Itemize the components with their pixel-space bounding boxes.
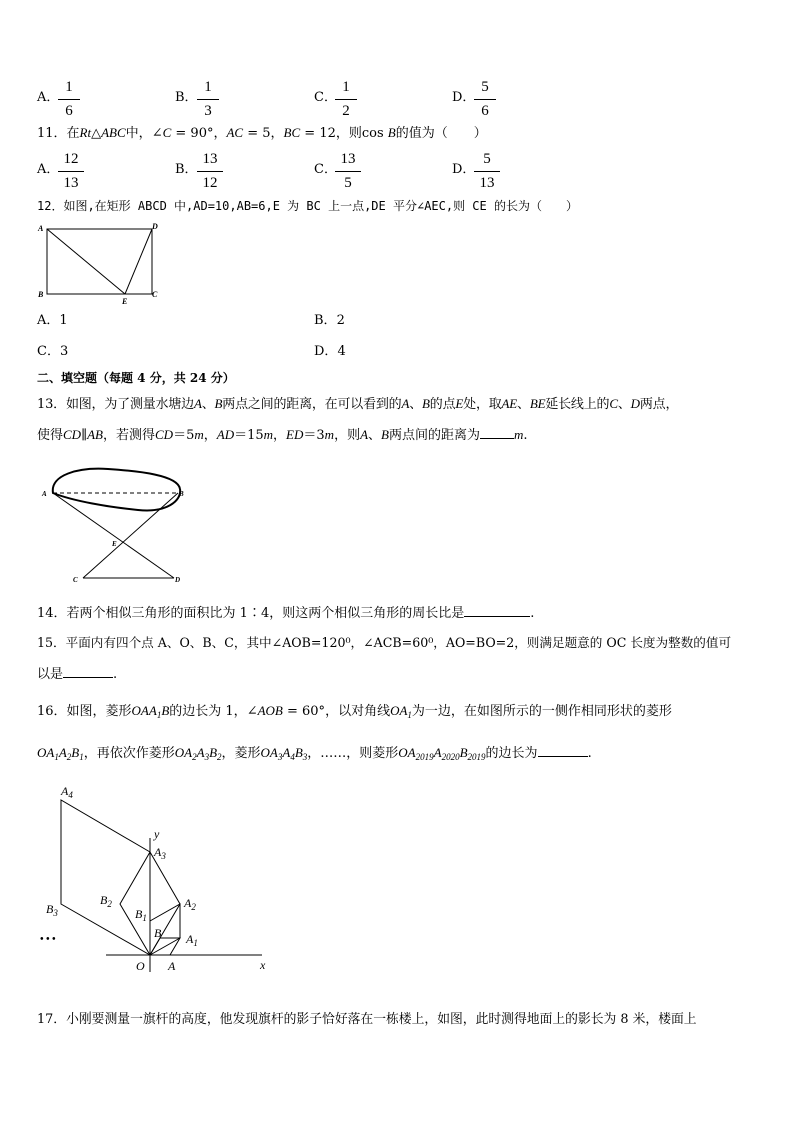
numerator: 5 [481,79,489,95]
text: 两点， [639,397,679,412]
q11-stem [37,126,487,140]
rt: Rt [79,125,92,140]
var: OA [174,745,193,760]
text: . [113,667,118,682]
text: . [523,428,528,443]
denominator: 13 [63,175,79,191]
angle-symbol: ∠ [151,126,163,141]
numerator: 1 [65,79,73,95]
var: A [193,396,202,411]
numerator: 5 [483,151,491,167]
option-letter: B． [314,313,337,328]
var: A [360,427,369,442]
numerator: 1 [204,79,212,95]
q11-label: 11．在 [37,126,80,141]
var: OA [390,703,408,718]
label-d: D [152,222,158,231]
subscript: 3 [204,752,210,762]
text: 、 [368,428,382,443]
label-a2: $A_2$ [184,896,196,912]
q11-option-a-letter: A． [37,162,60,177]
subscript: 2020 [441,752,460,762]
var: B [71,745,80,760]
q12-option-b [314,314,345,327]
text: 16．如图，菱形 [37,704,132,719]
var: ED [286,427,304,442]
text: 中， [125,126,152,141]
text: 的边长为 1， [169,704,247,719]
label-b: B [38,290,44,299]
label-a: A [168,959,176,973]
denominator: 5 [344,175,352,191]
q11-option-d-fraction [474,152,500,192]
text: 两点之间的距离，在可以看到的 [222,397,402,412]
text: ，则 [334,428,361,443]
label-a1: $A_1$ [186,932,198,948]
text: 、 [409,397,423,412]
label-b: B [179,490,184,498]
var: OA [260,745,278,760]
var: A [282,745,291,760]
q11-option-d-letter: D． [452,162,476,177]
segment-de [125,229,152,294]
subscript: 3 [277,752,283,762]
q12-option-d [314,345,346,358]
option-value: 2 [336,313,345,328]
subscript: 2019 [415,752,434,762]
segment-ad [53,493,174,578]
var: A [401,396,410,411]
answer-blank[interactable] [480,438,514,439]
var: B [214,396,223,411]
text: 、 [517,397,530,412]
q16-line1 [37,704,672,718]
var: AE [501,396,518,411]
var: A [196,745,205,760]
q10-option-a-fraction [58,80,80,120]
rectangle-abcd [47,229,152,294]
label-b2: $B_2$ [100,893,112,909]
q15-line2 [37,668,117,681]
var: D [630,396,640,411]
segment-bc [83,493,178,578]
option-value: 4 [337,344,346,359]
var-c: C [162,125,172,140]
q10-option-b-letter: B． [175,90,198,105]
option-value: 3 [59,344,69,359]
numerator: 13 [202,151,218,167]
q12-stem: 12．如图,在矩形 ABCD 中,AD=10,AB=6,E 为 BC 上一点,DE 平分∠AEC,则 CE 的长为（ ） [37,199,578,213]
var: CD [155,427,174,442]
subscript: 1 [156,710,162,720]
q12-option-c [37,345,68,358]
label-e: E [112,540,117,548]
text: ，……，则菱形 [307,746,399,761]
text: = 60° [282,704,326,719]
text: = 90°， [171,126,227,141]
var: B [422,396,430,411]
q10-option-d-fraction [474,80,496,120]
text: = 12，则 [300,126,362,141]
triangle-name: ABC [101,125,126,140]
q15-line1: 15．平面内有四个点 A、O、B、C，其中∠AOB=120⁰，∠ACB=60⁰，AO=BO=2，则满足题意的 OC 长度为整数的值可 [37,635,732,650]
text: 、 [201,397,215,412]
q17-stem: 17．小刚要测量一旗杆的高度，他发现旗杆的影子恰好落在一栋楼上，如图，此时测得地面上的影长为 8 米，楼面上 [37,1012,697,1027]
subscript: 3 [302,752,308,762]
subscript: 2 [217,752,222,762]
var-b: B [387,125,396,140]
var: ∠AOB [246,703,283,718]
var: B [294,745,303,760]
unit: m [324,427,335,442]
label-a: A [38,224,44,233]
section-title: 二、填空题（每题 4 分，共 24 分） [37,371,235,385]
q14-stem [37,607,534,620]
text: ＝3 [303,428,325,443]
q13-line2 [37,428,528,442]
denominator: 3 [204,103,212,119]
var: OA [398,745,416,760]
q13-figure [38,455,198,585]
option-letter: C． [37,344,60,359]
text: 13．如图，为了测量水塘边 [37,397,194,412]
q11-option-c-letter: C． [314,162,337,177]
text: 的边长为 [485,746,538,761]
segment-ae [47,229,125,294]
text: = 5， [243,126,284,141]
text: 的点 [429,397,456,412]
var: B [459,745,468,760]
text: 延长线上的 [545,397,610,412]
q11-option-a-fraction [58,152,84,192]
text: ，若测得 [102,428,155,443]
text: 使得 [37,428,64,443]
label-a4: $A_4$ [61,784,73,800]
q11-option-b-letter: B． [175,162,198,177]
unit: m [194,427,204,442]
option-letter: A． [37,313,60,328]
ellipsis-dots: • • • [40,934,56,945]
q10-option-a-letter: A． [37,90,60,105]
var: A [433,745,442,760]
var: B [381,427,389,442]
label-o: O [136,959,145,973]
numerator: 12 [63,151,79,167]
numerator: 1 [342,79,350,95]
subscript: 1 [407,710,412,720]
q10-option-c-letter: C． [314,90,337,105]
var: OAA [131,703,157,718]
label-y: y [154,827,160,841]
label-b1: $B_1$ [135,907,147,923]
var-bc: BC [283,125,301,140]
var: OA [37,745,55,760]
delta: △ [91,126,102,141]
denominator: 12 [202,175,218,191]
label-a3: $A_3$ [154,845,166,861]
label-x: x [260,958,266,972]
q10-option-c-fraction [335,80,357,120]
label-a: A [42,490,47,498]
q16-figure [36,780,276,975]
text: ，再依次作菱形 [83,746,175,761]
label-b3: $B_3$ [46,902,58,918]
text: 以是 [37,667,64,682]
q10-option-b-fraction [197,80,219,120]
text: 的值为（ ） [395,126,487,141]
subscript: 2019 [467,752,486,762]
var: C [609,396,618,411]
label-c: C [152,290,158,299]
text: 两点间的距离为 [389,428,481,443]
label-d: D [175,576,181,584]
text: . [587,746,592,761]
label-e: E [122,297,128,306]
subscript: 1 [54,752,59,762]
option-value: 1 [59,313,68,328]
text: 为一边，在如图所示的一侧作相同形状的菱形 [411,704,672,719]
denominator: 2 [342,103,350,119]
var: B [161,703,170,718]
text: ，以对角线 [325,704,391,719]
q12-figure [30,220,170,305]
denominator: 6 [65,103,73,119]
label-b: B [154,926,162,940]
q13-line1 [37,397,678,411]
var: AB [87,427,103,442]
q12-option-a [37,314,68,327]
text: ， [203,428,217,443]
answer-blank[interactable] [63,677,113,678]
numerator: 13 [340,151,356,167]
var: A [58,745,67,760]
text: 、 [617,397,631,412]
text: ＝5 [173,428,195,443]
answer-blank[interactable] [464,616,530,617]
q11-option-c-fraction [335,152,361,192]
subscript: 4 [290,752,295,762]
parallel-symbol: ∥ [81,428,88,443]
text: 处，取 [463,397,502,412]
option-letter: D． [314,344,338,359]
pond-outline [53,469,180,511]
subscript: 1 [79,752,84,762]
denominator: 13 [479,175,495,191]
subscript: 2 [66,752,72,762]
unit: m [263,427,274,442]
text: 14．若两个相似三角形的面积比为 1∶4，则这两个相似三角形的周长比是 [37,606,465,621]
q11-option-b-fraction [197,152,223,192]
denominator: 6 [481,103,489,119]
var: B [209,745,218,760]
q10-option-d-letter: D． [452,90,476,105]
cos: cos [361,126,384,141]
label-c: C [73,576,78,584]
var: CD [63,427,82,442]
unit: m [514,427,524,442]
var: AD [216,427,235,442]
q16-line2 [37,746,592,760]
text: ＝15 [234,428,264,443]
var: BE [529,396,546,411]
answer-blank[interactable] [538,756,588,757]
text: . [530,606,535,621]
subscript: 2 [192,752,197,762]
var: E [455,396,464,411]
var-ac: AC [226,125,244,140]
text: ，菱形 [221,746,261,761]
text: ， [273,428,287,443]
